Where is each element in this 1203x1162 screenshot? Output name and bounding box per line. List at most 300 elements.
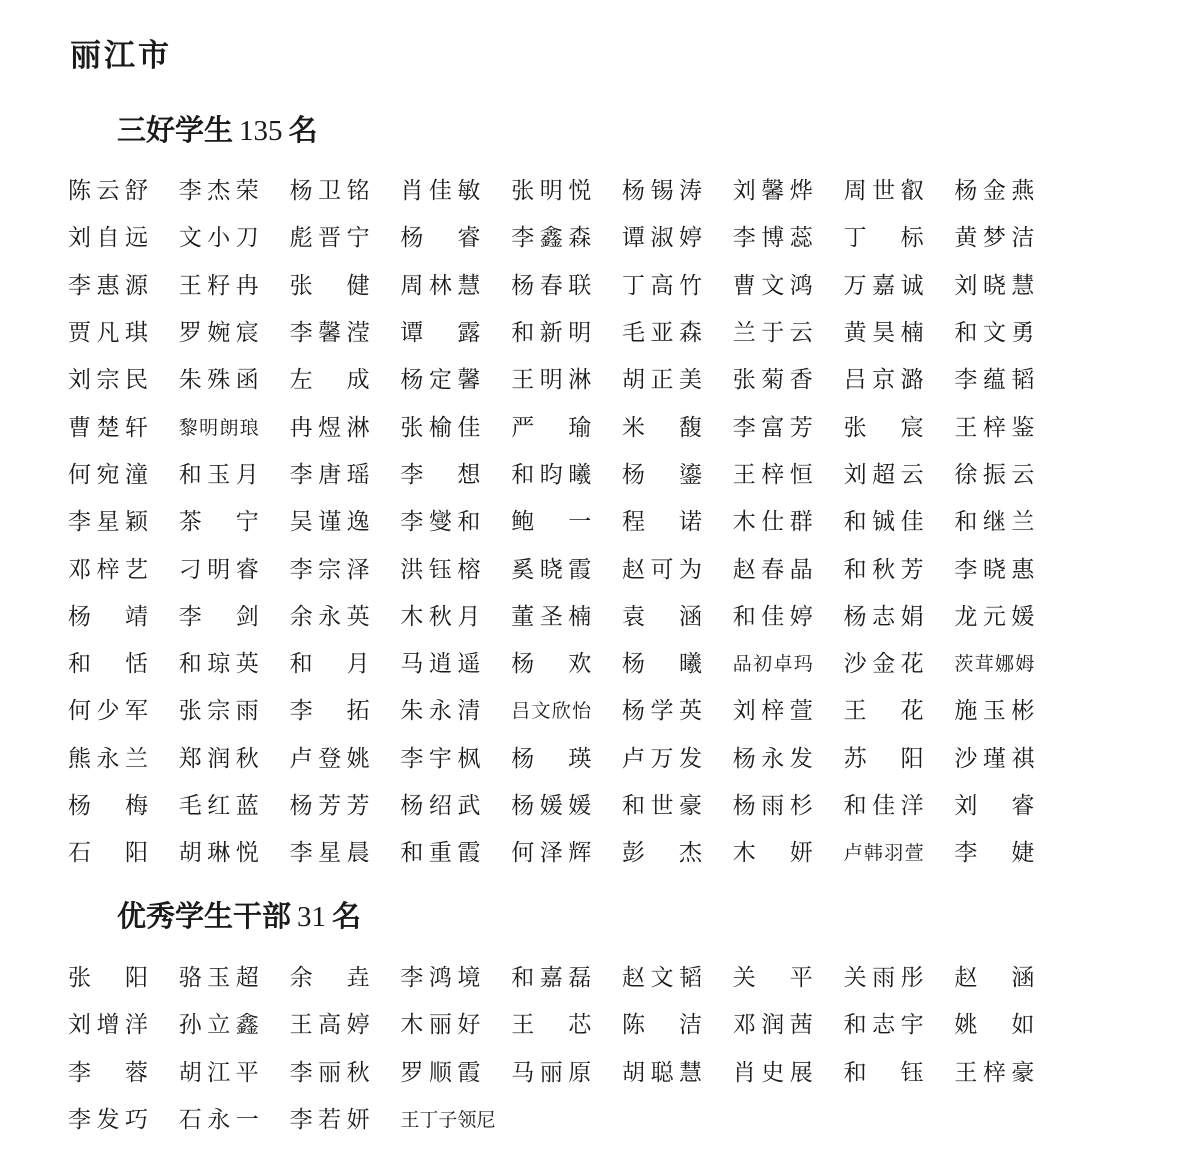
- name-char: 慧: [1011, 272, 1035, 299]
- student-name: [68, 1097, 148, 1144]
- name-char: 一: [568, 509, 592, 536]
- name-char: 霞: [457, 840, 481, 867]
- name-char: 阳: [900, 745, 924, 772]
- section-title: 三好学生: [117, 113, 234, 147]
- name-char: 金: [982, 178, 1006, 205]
- name-char: 武: [457, 793, 481, 819]
- name-char: 刘: [732, 698, 756, 725]
- student-name: [179, 215, 259, 262]
- name-char: 嘉: [539, 965, 563, 992]
- student-name: [179, 641, 259, 688]
- student-name: [179, 783, 259, 830]
- name-char: 月: [235, 461, 259, 488]
- name-char: 蕴: [982, 367, 1006, 394]
- name-char: 李: [289, 461, 313, 488]
- name-char: 郑: [178, 745, 202, 772]
- name-char: 明: [539, 367, 563, 394]
- name-char: 晶: [789, 556, 813, 583]
- name-char: 婷: [789, 603, 813, 630]
- student-name: [290, 688, 370, 735]
- section-title: 优秀学生干部: [117, 899, 292, 933]
- student-name: [290, 1097, 370, 1144]
- name-char: 杨: [289, 793, 313, 819]
- student-name: [68, 215, 148, 262]
- student-name: [68, 783, 148, 830]
- section-heading-ganbu: [117, 897, 361, 936]
- student-name: [844, 641, 924, 688]
- name-char: 丽: [318, 1059, 342, 1086]
- name-char: 和: [621, 793, 645, 819]
- name-char: 杨: [68, 793, 91, 819]
- section-unit: 名: [332, 899, 362, 933]
- name-char: 芯: [568, 1012, 592, 1039]
- name-char: 和: [511, 320, 535, 347]
- section-count: 135: [239, 115, 283, 147]
- name-char: 展: [789, 1059, 813, 1086]
- name-char: 曦: [568, 461, 592, 488]
- student-name: [954, 783, 1034, 830]
- name-char: 宇: [900, 1012, 924, 1039]
- name-char: 姚: [346, 745, 370, 772]
- name-char: 洁: [678, 1012, 702, 1039]
- name-char: 丽: [428, 1012, 452, 1039]
- name-char: 罗: [400, 1059, 424, 1086]
- name-char: 拓: [346, 698, 370, 725]
- student-name: [68, 168, 148, 215]
- name-char: 淑: [650, 225, 674, 252]
- name-char: 曦: [678, 651, 702, 678]
- name-char: 李: [289, 556, 313, 583]
- student-name: [400, 736, 480, 783]
- name-char: 石: [68, 840, 91, 867]
- name-char: 佳: [761, 603, 785, 630]
- name-char: 媛: [568, 793, 592, 819]
- name-char: 恒: [789, 461, 813, 488]
- name-char: 文: [178, 225, 202, 252]
- student-name: [844, 736, 924, 783]
- name-char: 和: [511, 461, 535, 488]
- name-char: 杰: [207, 178, 231, 205]
- student-name: [844, 955, 924, 1002]
- name-char: 李: [289, 698, 313, 725]
- name-char: 邓: [732, 1012, 756, 1039]
- name-char: 萱: [904, 842, 924, 865]
- name-char: 和: [732, 603, 756, 630]
- name-list-ganbu: [68, 955, 1065, 1144]
- name-char: 张: [289, 272, 313, 299]
- name-char: 登: [318, 745, 342, 772]
- name-char: 王: [511, 367, 535, 394]
- name-char: 永: [761, 745, 785, 772]
- name-char: 卫: [318, 178, 342, 205]
- student-name: [733, 641, 813, 688]
- name-char: 潼: [125, 461, 148, 488]
- name-char: 李: [954, 367, 978, 394]
- name-char: 月: [346, 651, 370, 678]
- name-char: 万: [650, 745, 674, 772]
- name-char: 蓉: [125, 1059, 148, 1086]
- name-char: 李: [68, 1059, 91, 1086]
- name-char: 芳: [900, 556, 924, 583]
- name-char: 刘: [954, 793, 978, 819]
- name-char: 玉: [207, 461, 231, 488]
- student-name: [179, 168, 259, 215]
- student-name: [622, 1050, 702, 1097]
- name-char: 卢: [843, 842, 863, 865]
- name-char: 琼: [207, 651, 231, 678]
- name-char: 睿: [235, 556, 259, 583]
- student-name: [733, 263, 813, 310]
- student-name: [622, 783, 702, 830]
- student-name: [622, 955, 702, 1002]
- name-char: 和: [954, 320, 978, 347]
- student-name: [68, 310, 148, 357]
- student-name: [179, 404, 259, 451]
- name-char: 馨: [318, 320, 342, 347]
- name-char: 志: [872, 1012, 896, 1039]
- student-name: [400, 215, 480, 262]
- student-name: [844, 783, 924, 830]
- section-unit: 名: [288, 113, 318, 147]
- name-char: 姚: [954, 1012, 978, 1039]
- name-char: 琳: [207, 840, 231, 867]
- name-char: 杨: [511, 651, 535, 678]
- name-char: 宗: [207, 698, 231, 725]
- name-char: 杨: [400, 367, 424, 394]
- student-name: [844, 215, 924, 262]
- name-char: 瑶: [346, 461, 370, 488]
- name-char: 发: [678, 745, 702, 772]
- name-char: 杨: [289, 178, 313, 205]
- name-char: 勇: [1011, 320, 1035, 347]
- name-char: 世: [872, 178, 896, 205]
- name-char: 秋: [428, 603, 452, 630]
- student-name: [954, 1002, 1034, 1049]
- name-char: 欣: [551, 700, 571, 723]
- student-name: [290, 641, 370, 688]
- name-char: 发: [96, 1107, 120, 1134]
- name-char: 鉴: [1011, 414, 1035, 441]
- name-char: 楠: [568, 603, 592, 630]
- name-char: 朗: [219, 416, 239, 439]
- name-char: 嘉: [872, 272, 896, 299]
- name-char: 茨: [954, 653, 974, 676]
- name-char: 李: [400, 509, 424, 536]
- name-char: 春: [761, 556, 785, 583]
- name-char: 绍: [428, 793, 452, 819]
- name-char: 元: [982, 603, 1006, 630]
- name-char: 杨: [621, 698, 645, 725]
- student-name: [68, 955, 148, 1002]
- name-char: 辉: [568, 840, 592, 867]
- name-char: 洋: [900, 793, 924, 819]
- student-name: [622, 168, 702, 215]
- student-name: [733, 404, 813, 451]
- name-char: 秋: [872, 556, 896, 583]
- name-char: 阳: [125, 840, 148, 867]
- name-char: 霞: [568, 556, 592, 583]
- name-char: 贾: [68, 320, 91, 347]
- name-char: 铖: [872, 509, 896, 536]
- name-char: 韬: [678, 965, 702, 992]
- student-name: [844, 168, 924, 215]
- name-char: 润: [207, 745, 231, 772]
- name-char: 赵: [621, 556, 645, 583]
- name-char: 和: [178, 651, 202, 678]
- student-name: [511, 546, 591, 593]
- name-char: 娟: [900, 603, 924, 630]
- name-char: 森: [678, 320, 702, 347]
- name-char: 和: [954, 509, 978, 536]
- name-char: 杨: [511, 793, 535, 819]
- student-name: [290, 594, 370, 641]
- name-char: 昀: [539, 461, 563, 488]
- name-char: 香: [789, 367, 813, 394]
- name-char: 晓: [982, 556, 1006, 583]
- name-char: 丁: [419, 1109, 439, 1132]
- name-char: 杨: [954, 178, 978, 205]
- student-name: [954, 688, 1034, 735]
- name-char: 定: [428, 367, 452, 394]
- name-char: 睿: [457, 225, 481, 252]
- name-char: 米: [621, 414, 645, 441]
- student-name: [400, 452, 480, 499]
- name-char: 刘: [732, 178, 756, 205]
- name-char: 杨: [621, 651, 645, 678]
- name-char: 兰: [732, 320, 756, 347]
- name-char: 黄: [954, 225, 978, 252]
- section-heading-sanhao: [117, 111, 318, 150]
- name-char: 李: [954, 556, 978, 583]
- name-char: 怡: [572, 700, 592, 723]
- name-char: 英: [678, 698, 702, 725]
- name-char: 悦: [235, 840, 259, 867]
- name-char: 羽: [884, 842, 904, 865]
- student-name: [733, 546, 813, 593]
- name-char: 史: [761, 1059, 785, 1086]
- name-char: 楠: [900, 320, 924, 347]
- name-char: 楚: [96, 414, 120, 441]
- name-char: 和: [400, 840, 424, 867]
- name-char: 和: [289, 651, 313, 678]
- student-name: [290, 1050, 370, 1097]
- student-name: [179, 499, 259, 546]
- name-char: 京: [872, 367, 896, 394]
- name-char: 李: [68, 509, 91, 536]
- name-char: 婷: [678, 225, 702, 252]
- name-char: 垚: [346, 965, 370, 992]
- name-char: 妍: [789, 840, 813, 867]
- name-char: 陈: [621, 1012, 645, 1039]
- name-char: 卓: [773, 653, 793, 676]
- name-char: 宁: [346, 225, 370, 252]
- name-char: 铭: [346, 178, 370, 205]
- name-char: 李: [289, 1059, 313, 1086]
- student-name: [954, 263, 1034, 310]
- student-name: [954, 641, 1034, 688]
- name-char: 宸: [900, 414, 924, 441]
- name-char: 王: [289, 1012, 313, 1039]
- name-char: 茜: [789, 1012, 813, 1039]
- student-name: [511, 404, 591, 451]
- name-char: 王: [511, 1012, 535, 1039]
- name-char: 娜: [995, 653, 1015, 676]
- name-char: 和: [843, 1059, 867, 1086]
- name-char: 明: [199, 416, 219, 439]
- student-name: [622, 404, 702, 451]
- student-name: [290, 168, 370, 215]
- student-name: [844, 452, 924, 499]
- name-char: 恬: [125, 651, 148, 678]
- student-name: [68, 546, 148, 593]
- name-char: 佳: [457, 414, 481, 441]
- name-char: 少: [96, 698, 120, 725]
- name-char: 文: [761, 272, 785, 299]
- student-name: [622, 641, 702, 688]
- name-char: 惠: [1011, 556, 1035, 583]
- student-name: [844, 310, 924, 357]
- name-char: 媛: [1011, 603, 1035, 630]
- name-char: 豪: [1011, 1059, 1035, 1086]
- name-char: 谭: [621, 225, 645, 252]
- name-char: 高: [650, 272, 674, 299]
- name-char: 刁: [178, 556, 202, 583]
- name-char: 兰: [1011, 509, 1035, 536]
- student-name: [844, 688, 924, 735]
- name-char: 黄: [843, 320, 867, 347]
- name-char: 云: [96, 178, 120, 205]
- name-char: 谨: [318, 509, 342, 536]
- name-char: 秋: [235, 745, 259, 772]
- name-char: 子: [438, 1109, 458, 1132]
- name-char: 梓: [761, 461, 785, 488]
- name-char: 冉: [235, 272, 259, 299]
- name-char: 睿: [1011, 793, 1035, 819]
- name-char: 李: [732, 414, 756, 441]
- student-name: [68, 1050, 148, 1097]
- name-char: 森: [568, 225, 592, 252]
- name-char: 关: [843, 965, 867, 992]
- name-char: 继: [982, 509, 1006, 536]
- name-char: 余: [289, 965, 313, 992]
- name-char: 增: [96, 1012, 120, 1039]
- student-name: [511, 688, 591, 735]
- student-name: [400, 641, 480, 688]
- name-char: 民: [125, 367, 148, 394]
- name-char: 洁: [1011, 225, 1035, 252]
- name-char: 芳: [789, 414, 813, 441]
- student-name: [954, 1050, 1034, 1097]
- student-name: [68, 263, 148, 310]
- name-char: 祺: [1011, 745, 1035, 772]
- name-char: 惠: [96, 272, 120, 299]
- name-char: 明: [207, 556, 231, 583]
- name-char: 朱: [178, 367, 202, 394]
- name-char: 宛: [96, 461, 120, 488]
- name-char: 花: [900, 651, 924, 678]
- name-char: 彭: [621, 840, 645, 867]
- name-char: 玉: [207, 965, 231, 992]
- student-name: [179, 452, 259, 499]
- student-name: [290, 215, 370, 262]
- name-char: 富: [761, 414, 785, 441]
- name-char: 涵: [1011, 965, 1035, 992]
- student-name: [733, 310, 813, 357]
- name-char: 群: [789, 509, 813, 536]
- name-char: 王: [178, 272, 202, 299]
- name-char: 张: [732, 367, 756, 394]
- student-name: [68, 688, 148, 735]
- name-char: 苏: [843, 745, 867, 772]
- name-char: 杨: [732, 793, 756, 819]
- name-char: 远: [125, 225, 148, 252]
- student-name: [400, 310, 480, 357]
- name-char: 昊: [872, 320, 896, 347]
- student-name: [733, 168, 813, 215]
- name-char: 瑾: [982, 745, 1006, 772]
- name-char: 文: [650, 965, 674, 992]
- student-name: [179, 1097, 259, 1144]
- student-name: [844, 1050, 924, 1097]
- name-char: 永: [207, 1107, 231, 1134]
- name-char: 红: [207, 793, 231, 819]
- name-char: 刘: [843, 461, 867, 488]
- name-char: 沙: [843, 651, 867, 678]
- name-char: 星: [318, 840, 342, 867]
- student-name: [511, 830, 591, 877]
- name-char: 婕: [1011, 840, 1035, 867]
- name-char: 初: [753, 653, 773, 676]
- student-name: [622, 263, 702, 310]
- name-char: 荣: [235, 178, 259, 205]
- name-char: 妍: [346, 1107, 370, 1134]
- name-char: 锡: [650, 178, 674, 205]
- name-char: 关: [732, 965, 756, 992]
- name-char: 李: [289, 840, 313, 867]
- name-char: 陈: [68, 178, 91, 205]
- name-char: 英: [235, 651, 259, 678]
- name-char: 枫: [457, 745, 481, 772]
- student-name: [400, 688, 480, 735]
- name-char: 骆: [178, 965, 202, 992]
- student-name: [622, 1002, 702, 1049]
- student-name: [400, 168, 480, 215]
- student-name: [733, 830, 813, 877]
- student-name: [622, 215, 702, 262]
- name-char: 李: [511, 225, 535, 252]
- name-char: 木: [732, 840, 756, 867]
- name-char: 和: [843, 509, 867, 536]
- name-char: 杨: [621, 461, 645, 488]
- name-char: 芳: [318, 793, 342, 819]
- student-name: [954, 736, 1034, 783]
- student-name: [400, 499, 480, 546]
- name-char: 超: [872, 461, 896, 488]
- name-char: 凡: [96, 320, 120, 347]
- name-char: 逍: [428, 651, 452, 678]
- name-char: 超: [235, 965, 259, 992]
- name-char: 志: [872, 603, 896, 630]
- name-char: 佳: [872, 793, 896, 819]
- student-name: [511, 783, 591, 830]
- name-char: 殊: [207, 367, 231, 394]
- student-name: [290, 357, 370, 404]
- name-char: 张: [178, 698, 202, 725]
- name-char: 媛: [539, 793, 563, 819]
- name-char: 云: [900, 461, 924, 488]
- name-char: 赵: [621, 965, 645, 992]
- name-char: 巧: [125, 1107, 148, 1134]
